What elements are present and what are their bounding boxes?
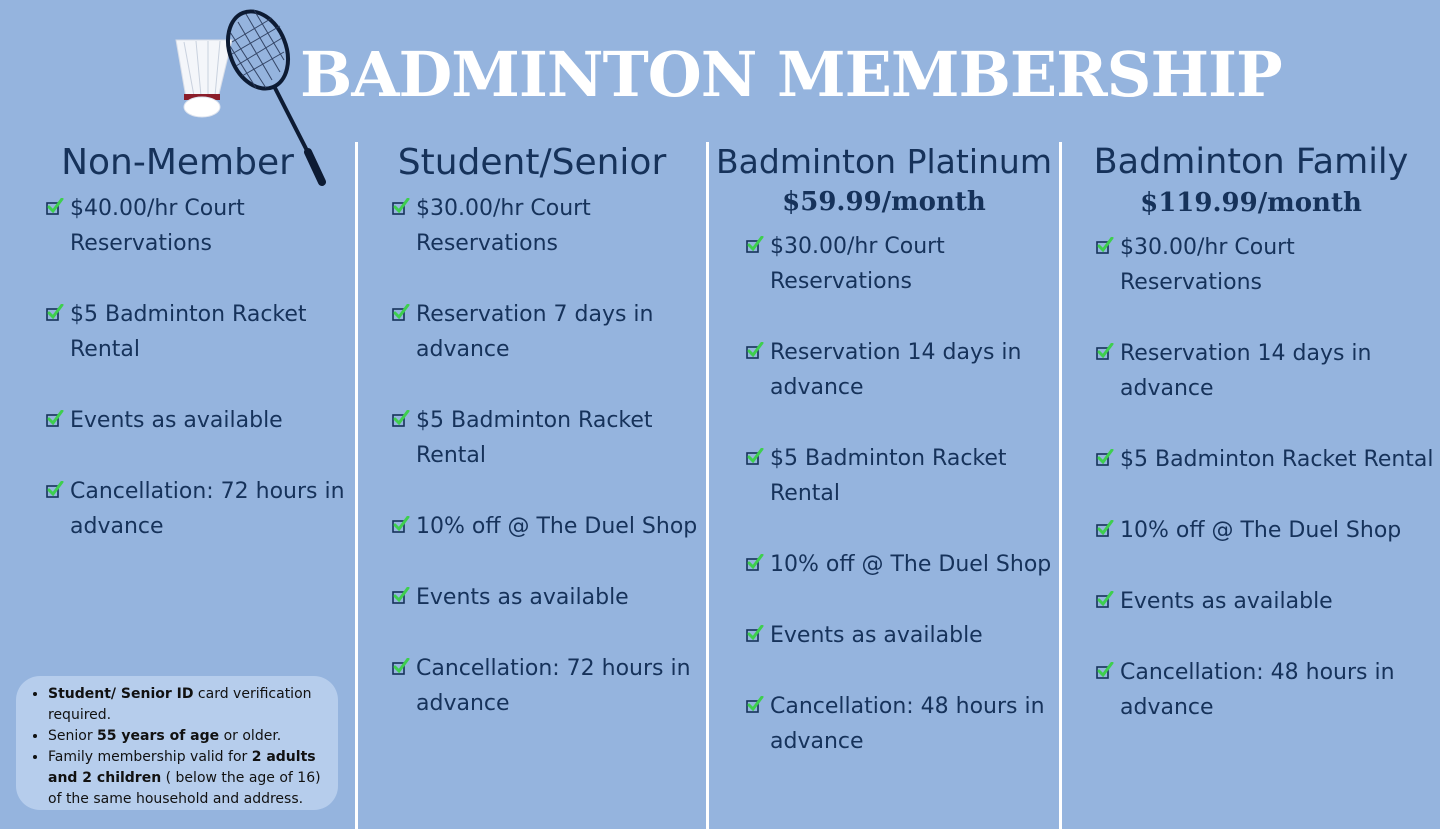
checkbox-check-icon — [746, 236, 764, 254]
feature-text: Events as available — [1120, 589, 1333, 614]
checkbox-check-icon — [1096, 343, 1114, 361]
feature-text: $30.00/hr Court Reservations — [770, 234, 945, 294]
checkbox-check-icon — [746, 342, 764, 360]
feature-text: Events as available — [416, 585, 629, 610]
list-item — [746, 229, 1059, 299]
list-item — [746, 441, 1059, 511]
checkbox-check-icon — [392, 516, 410, 534]
list-item — [392, 651, 706, 721]
feature-text: Events as available — [70, 408, 283, 433]
feature-list — [746, 229, 1059, 759]
checkbox-check-icon — [746, 625, 764, 643]
plan-student-senior — [358, 142, 706, 757]
feature-list — [1096, 230, 1440, 725]
list-item — [46, 191, 355, 261]
list-item — [746, 335, 1059, 405]
list-item — [1096, 584, 1440, 619]
list-item — [746, 689, 1059, 759]
list-item — [1096, 513, 1440, 548]
note-bold: 2 adults and 2 children — [48, 749, 316, 786]
feature-text: Cancellation: 72 hours in advance — [416, 656, 691, 716]
feature-text: 10% off @ The Duel Shop — [416, 514, 698, 539]
checkbox-check-icon — [1096, 520, 1114, 538]
list-item — [1096, 336, 1440, 406]
checkbox-check-icon — [46, 410, 64, 428]
notes-list — [24, 684, 330, 810]
list-item — [392, 580, 706, 615]
list-item — [48, 747, 330, 810]
list-item — [48, 684, 330, 726]
plan-badminton-platinum — [709, 142, 1059, 795]
checkbox-check-icon — [1096, 662, 1114, 680]
checkbox-check-icon — [46, 198, 64, 216]
note-text: or older. — [219, 728, 282, 744]
list-item — [746, 618, 1059, 653]
list-item — [392, 509, 706, 544]
feature-text: $30.00/hr Court Reservations — [1120, 235, 1295, 295]
list-item — [48, 726, 330, 747]
list-item — [1096, 655, 1440, 725]
list-item — [46, 474, 355, 544]
checkbox-check-icon — [46, 304, 64, 322]
list-item — [1096, 230, 1440, 300]
note-text: Family membership valid for — [48, 749, 252, 765]
feature-text: $30.00/hr Court Reservations — [416, 196, 591, 256]
checkbox-check-icon — [46, 481, 64, 499]
list-item — [46, 403, 355, 438]
note-bold: 55 years of age — [97, 728, 220, 744]
feature-text: 10% off @ The Duel Shop — [1120, 518, 1402, 543]
checkbox-check-icon — [1096, 237, 1114, 255]
list-item — [392, 403, 706, 473]
plan-price: $59.99/month — [782, 187, 986, 217]
checkbox-check-icon — [746, 554, 764, 572]
checkbox-check-icon — [746, 448, 764, 466]
note-text: card verification required. — [48, 686, 312, 723]
checkbox-check-icon — [392, 658, 410, 676]
note-text: ( below the age of 16) of the same household and address. — [48, 770, 321, 807]
list-item — [1096, 442, 1440, 477]
note-text: Senior — [48, 728, 98, 744]
checkbox-check-icon — [392, 198, 410, 216]
feature-text: Reservation 14 days in advance — [1120, 341, 1372, 401]
checkbox-check-icon — [392, 587, 410, 605]
plan-title: Badminton Platinum — [716, 142, 1052, 181]
list-item — [46, 297, 355, 367]
checkbox-check-icon — [1096, 591, 1114, 609]
feature-text: 10% off @ The Duel Shop — [770, 552, 1052, 577]
plan-non-member — [0, 142, 355, 580]
membership-notes — [16, 676, 338, 810]
feature-text: Cancellation: 48 hours in advance — [1120, 660, 1395, 720]
list-item — [392, 297, 706, 367]
checkbox-check-icon — [746, 696, 764, 714]
list-item — [392, 191, 706, 261]
page-title: BADMINTON MEMBERSHIP — [300, 38, 1282, 111]
plan-title: Badminton Family — [1093, 142, 1409, 182]
feature-text: $40.00/hr Court Reservations — [70, 196, 245, 256]
note-bold: Student/ Senior ID — [48, 686, 194, 702]
plan-price: $119.99/month — [1140, 188, 1362, 218]
feature-text: Cancellation: 48 hours in advance — [770, 694, 1045, 754]
plan-title: Non-Member — [61, 142, 294, 183]
feature-text: Cancellation: 72 hours in advance — [70, 479, 345, 539]
list-item — [746, 547, 1059, 582]
feature-text: $5 Badminton Racket Rental — [770, 446, 1007, 506]
plan-badminton-family — [1062, 142, 1440, 761]
feature-text: $5 Badminton Racket Rental — [416, 408, 653, 468]
feature-list — [46, 191, 355, 544]
feature-list — [392, 191, 706, 721]
header — [0, 0, 1440, 140]
feature-text: $5 Badminton Racket Rental — [1120, 447, 1434, 472]
feature-text: $5 Badminton Racket Rental — [70, 302, 307, 362]
checkbox-check-icon — [392, 410, 410, 428]
checkbox-check-icon — [392, 304, 410, 322]
plan-title: Student/Senior — [397, 142, 667, 183]
feature-text: Reservation 14 days in advance — [770, 340, 1022, 400]
feature-text: Events as available — [770, 623, 983, 648]
checkbox-check-icon — [1096, 449, 1114, 467]
feature-text: Reservation 7 days in advance — [416, 302, 654, 362]
